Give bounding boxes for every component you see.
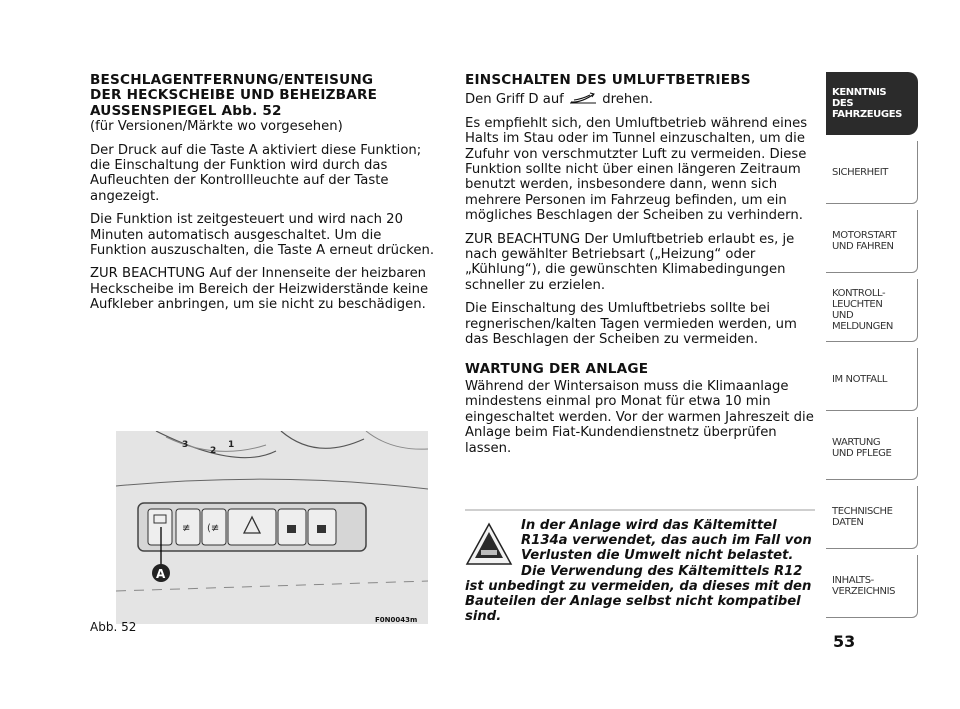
warning-box <box>465 518 815 624</box>
right-column <box>465 73 815 464</box>
dial-number: 1 <box>228 440 235 450</box>
instruction-text: Den Griff D auf <box>465 92 564 108</box>
instruction-text-end: drehen. <box>602 92 653 108</box>
tab-inhaltsverzeichnis[interactable]: INHALTS- VERZEICHNIS <box>826 555 918 618</box>
paragraph: Die Einschaltung des Umluftbetriebs sollte bei regnerischen/kalten Tagen vermieden werden, um das Beschlagen der Scheiben zu vermeiden. <box>465 301 797 348</box>
paragraph: ZUR BEACHTUNG Auf der Innenseite der heizbaren Heckscheibe im Bereich der Heizwiderstände keine Aufkleber anbringen, um sie nicht zu beschädigen. <box>90 266 429 313</box>
section-subtitle: (für Versionen/Märkte wo vorgesehen) <box>90 119 343 135</box>
tab-technische-daten[interactable]: TECHNISCHE DATEN <box>826 486 918 549</box>
section-heading-recirculation: EINSCHALTEN DES UMLUFTBETRIEBS <box>465 72 751 88</box>
page-number: 53 <box>833 632 856 651</box>
tab-kenntnis[interactable]: KENNTNIS DES FAHRZEUGES <box>826 72 918 135</box>
tab-kontrollleuchten[interactable]: KONTROLL- LEUCHTEN UND MELDUNGEN <box>826 279 918 342</box>
warning-triangle-icon <box>465 522 513 566</box>
left-column <box>90 73 440 321</box>
section-heading-defrost: BESCHLAGENTFERNUNG/ENTEISUNG DER HECKSCHEIBE UND BEHEIZBARE AUSSENSPIEGEL Abb. 52 <box>90 72 378 119</box>
instruction-line <box>465 92 815 107</box>
figure-caption: Abb. 52 <box>90 620 137 634</box>
figure-code: F0N0043m <box>375 616 418 624</box>
tab-motorstart[interactable]: MOTORSTART UND FAHREN <box>826 210 918 273</box>
paragraph: ZUR BEACHTUNG Der Umluftbetrieb erlaubt es, je nach gewählter Betriebsart („Heizung“ oder „Kühlung“), die gewünschten Klimabedingungen schneller zu erzielen. <box>465 231 795 293</box>
tab-wartung[interactable]: WARTUNG UND PFLEGE <box>826 417 918 480</box>
tab-sicherheit[interactable]: SICHERHEIT <box>826 141 918 204</box>
svg-text:(≢: (≢ <box>207 523 220 534</box>
paragraph: Während der Wintersaison muss die Klimaanlage mindestens einmal pro Monat für etwa 10 min eingeschaltet werden. Vor der warmen Jahreszeit die Anlage beim Fiat-Kundendienstnetz überprüfen lassen. <box>465 378 814 456</box>
paragraph: Es empfiehlt sich, den Umluftbetrieb während eines Halts im Stau oder im Tunnel einzuschalten, um die Zufuhr von verschmutzter Luft zu vermeiden. Diese Funktion sollte nicht über einen längeren Zeitraum benutzt werden, insbesondere dann, wenn sich mehrere Personen im Fahrzeug befinden, um ein mögliches Beschlagen der Scheiben zu verhindern. <box>465 115 808 224</box>
figure-52 <box>116 431 428 624</box>
svg-text:≢: ≢ <box>182 523 191 534</box>
paragraph: Der Druck auf die Taste A aktiviert diese Funktion; die Einschaltung der Funktion wird durch das Aufleuchten der Kontrollleuchte auf der Taste angezeigt. <box>90 142 422 204</box>
recirculation-icon <box>568 92 602 107</box>
section-heading-maintenance: WARTUNG DER ANLAGE <box>465 360 649 377</box>
callout-a: A <box>156 567 166 581</box>
tab-im-notfall[interactable]: IM NOTFALL <box>826 348 918 411</box>
chapter-sidebar <box>826 72 918 624</box>
dial-number: 3 <box>182 440 189 450</box>
dashboard-buttons-illustration <box>116 431 428 624</box>
paragraph: Die Funktion ist zeitgesteuert und wird nach 20 Minuten automatisch ausgeschaltet. Um die Funktion auszuschalten, die Taste A erneut drücken. <box>90 212 435 259</box>
warning-text: In der Anlage wird das Kältemittel R134a verwendet, das auch im Fall von Verlusten die Umwelt nicht belastet. Die Verwendung des Kältemittels R12 ist unbedingt zu vermeiden, da dieses mit den Bauteilen der Anlage selbst nicht kompatibel sind. <box>465 518 812 625</box>
warning-divider <box>465 509 815 511</box>
dial-number: 2 <box>210 446 217 456</box>
